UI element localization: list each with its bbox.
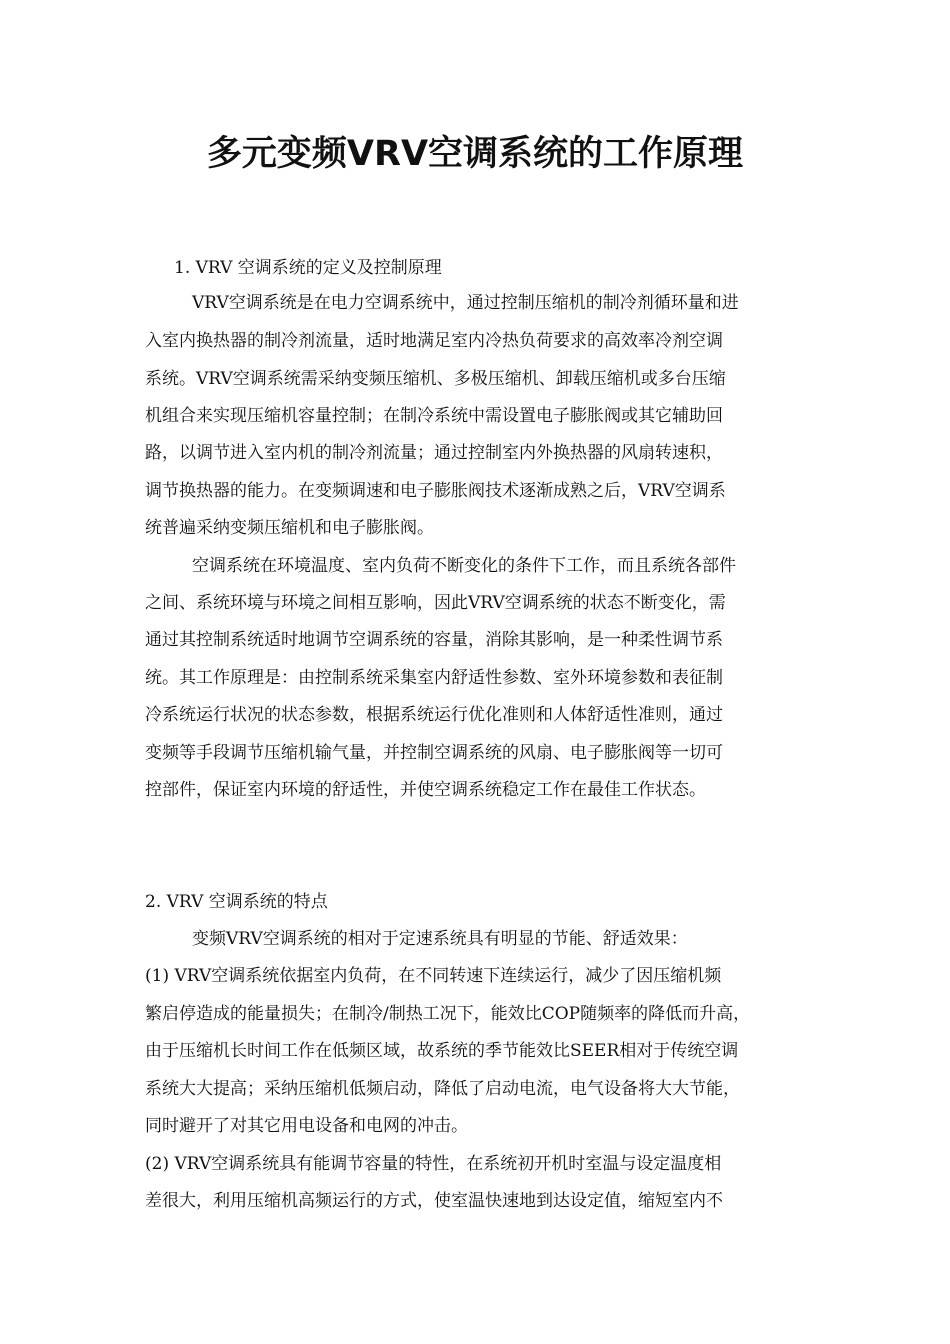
list-item-line: 由于压缩机长时间工作在低频区域，故系统的季节能效比SEER相对于传统空调 — [145, 1041, 739, 1061]
paragraph-line: 机组合来实现压缩机容量控制；在制冷系统中需设置电子膨胀阀或其它辅助回 — [145, 406, 723, 426]
paragraph-line: 空调系统在环境温度、室内负荷不断变化的条件下工作，而且系统各部件 — [192, 556, 736, 576]
list-item-line: (1) VRV空调系统依据室内负荷，在不同转速下连续运行，减少了因压缩机频 — [145, 966, 722, 986]
document-title: 多元变频VRV空调系统的工作原理 — [206, 134, 744, 174]
paragraph-line: 之间、系统环境与环境之间相互影响，因此VRV空调系统的状态不断变化，需 — [145, 593, 726, 613]
paragraph-line: 变频等手段调节压缩机输气量，并控制空调系统的风扇、电子膨胀阀等一切可 — [145, 743, 723, 763]
list-item-line: 差很大，利用压缩机高频运行的方式，使室温快速地到达设定值，缩短室内不 — [145, 1191, 723, 1211]
paragraph-line: 统。其工作原理是：由控制系统采集室内舒适性参数、室外环境参数和表征制 — [145, 668, 723, 688]
paragraph-line: 冷系统运行状况的状态参数，根据系统运行优化准则和人体舒适性准则，通过 — [145, 705, 723, 725]
list-item-line: 同时避开了对其它用电设备和电网的冲击。 — [145, 1116, 468, 1136]
section-2-heading: 2. VRV 空调系统的特点 — [145, 892, 328, 912]
paragraph-line: 变频VRV空调系统的相对于定速系统具有明显的节能、舒适效果： — [192, 929, 688, 949]
paragraph-line: 统普遍采纳变频压缩机和电子膨胀阀。 — [145, 518, 434, 538]
paragraph-line: 路，以调节进入室内机的制冷剂流量；通过控制室内外换热器的风扇转速积， — [145, 443, 723, 463]
list-item-line: 系统大大提高；采纳压缩机低频启动，降低了启动电流，电气设备将大大节能， — [145, 1079, 740, 1099]
section-1-heading: 1. VRV 空调系统的定义及控制原理 — [174, 258, 442, 278]
paragraph-line: 通过其控制系统适时地调节空调系统的容量，消除其影响，是一种柔性调节系 — [145, 630, 723, 650]
paragraph-line: VRV空调系统是在电力空调系统中，通过控制压缩机的制冷剂循环量和进 — [192, 293, 739, 313]
list-item-line: (2) VRV空调系统具有能调节容量的特性，在系统初开机时室温与设定温度相 — [145, 1154, 722, 1174]
list-item-line: 繁启停造成的能量损失；在制冷/制热工况下，能效比COP随频率的降低而升高， — [145, 1004, 751, 1024]
paragraph-line: 系统。VRV空调系统需采纳变频压缩机、多极压缩机、卸载压缩机或多台压缩 — [145, 369, 726, 389]
paragraph-line: 控部件，保证室内环境的舒适性，并使空调系统稳定工作在最佳工作状态。 — [145, 780, 706, 800]
paragraph-line: 入室内换热器的制冷剂流量，适时地满足室内冷热负荷要求的高效率冷剂空调 — [145, 331, 723, 351]
paragraph-line: 调节换热器的能力。在变频调速和电子膨胀阀技术逐渐成熟之后，VRV空调系 — [145, 481, 726, 501]
